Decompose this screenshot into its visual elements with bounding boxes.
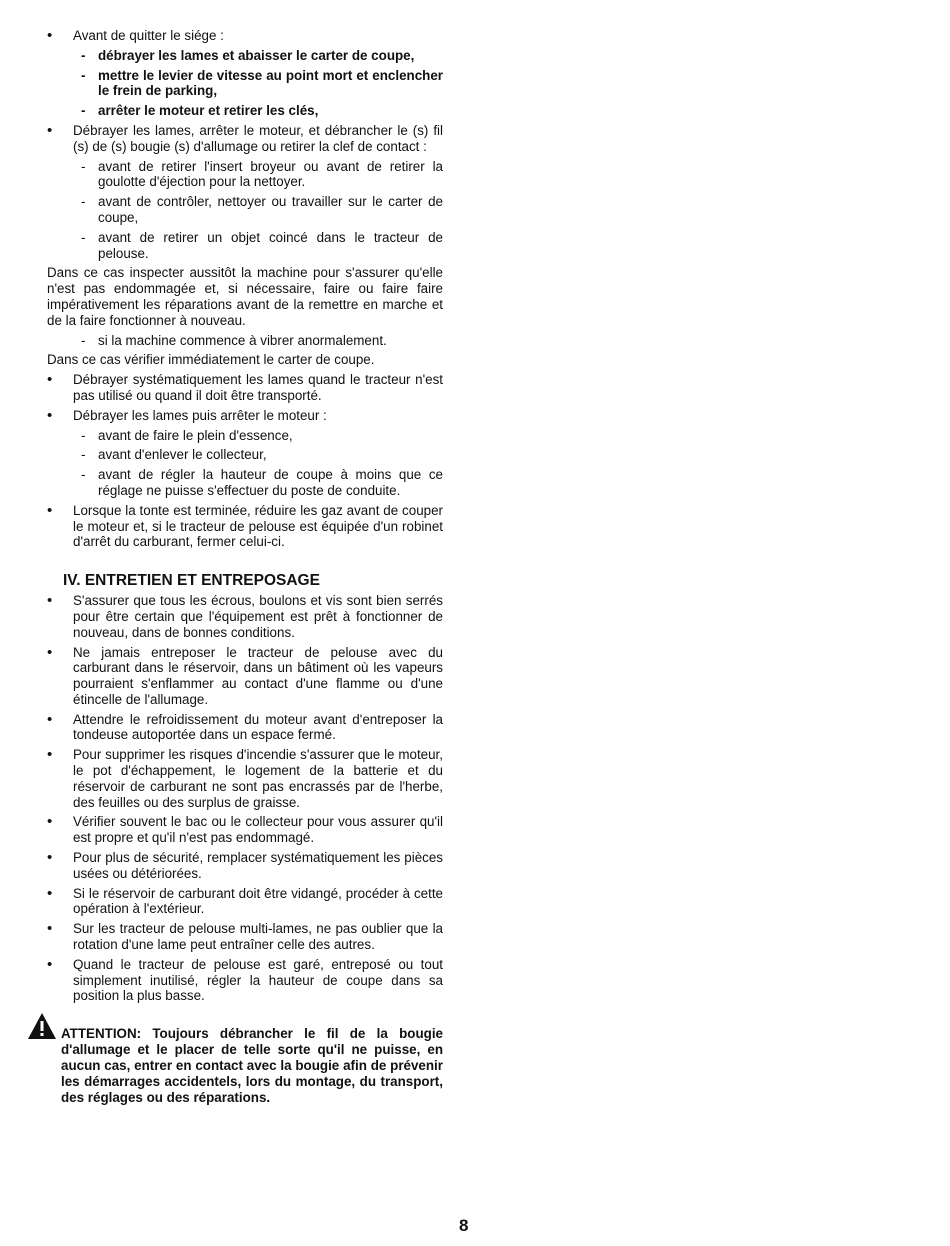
section-title: IV. ENTRETIEN ET ENTREPOSAGE xyxy=(63,572,320,590)
page-number: 8 xyxy=(459,1216,469,1235)
section-bullet: • Attendre le refroidissement du moteur avant d'entreposer la tondeuse autoportée dans un espace fermé. xyxy=(47,712,443,744)
dash-item: - si la machine commence à vibrer anormalement. xyxy=(81,332,387,348)
bullet-leave-seat: • Avant de quitter le siége : xyxy=(47,28,443,44)
section-bullet: • S'assurer que tous les écrous, boulons et vis sont bien serrés pour être certain que l'équipement est prêt à fonctionner de nouveau, dans de bonnes conditions. xyxy=(47,593,443,640)
section-bullet: • Quand le tracteur de pelouse est garé, entreposé ou tout simplement inutilisé, régler la hauteur de coupe dans sa position la plus basse. xyxy=(47,957,443,1004)
bullet-end-mowing: • Lorsque la tonte est terminée, réduire les gaz avant de couper le moteur et, si le tracteur de pelouse est équipée d'un robinet d'arrêt du carburant, fermer celui-ci. xyxy=(47,503,443,550)
section-bullet: • Si le réservoir de carburant doit être vidangé, procéder à cette opération à l'extérieur. xyxy=(47,886,443,918)
dash-item: - débrayer les lames et abaisser le carter de coupe, xyxy=(81,47,415,63)
dash-item: - avant de faire le plein d'essence, xyxy=(81,427,293,443)
bullet-disengage-blades: • Débrayer les lames, arrêter le moteur, et débrancher le (s) fil (s) de (s) bougie (s) d'allumage ou retirer la clef de contact : xyxy=(47,123,443,155)
section-bullet: • Vérifier souvent le bac ou le collecteur pour vous assurer qu'il est propre et qu'il n'est pas endommagé. xyxy=(47,814,443,846)
paragraph-check-deck: Dans ce cas vérifier immédiatement le carter de coupe. xyxy=(47,352,375,368)
text-column xyxy=(47,28,443,1106)
bullet-systematic: • Débrayer systématiquement les lames quand le tracteur n'est pas utilisé ou quand il doit être transporté. xyxy=(47,372,443,404)
section-bullet: • Pour supprimer les risques d'incendie s'assurer que le moteur, le pot d'échappement, le logement de la batterie et du réservoir de carburant ne sont pas encrassés par de l'herbe, des feuilles ou des surplus de graisse. xyxy=(47,747,443,810)
dash-item: - arrêter le moteur et retirer les clés, xyxy=(81,103,319,119)
section-bullet: • Sur les tracteur de pelouse multi-lames, ne pas oublier que la rotation d'une lame peut entraîner celle des autres. xyxy=(47,921,443,953)
dash-item: - avant de régler la hauteur de coupe à moins que ce réglage ne puisse s'effectuer du poste de conduite. xyxy=(81,467,443,498)
dash-item: - mettre le levier de vitesse au point mort et enclencher le frein de parking, xyxy=(81,67,443,99)
dash-item: - avant d'enlever le collecteur, xyxy=(81,447,267,463)
dash-item: - avant de retirer l'insert broyeur ou avant de retirer la goulotte d'éjection pour la nettoyer. xyxy=(81,158,443,190)
dash-item: - avant de retirer un objet coincé dans le tracteur de pelouse. xyxy=(81,229,443,261)
warning-triangle-icon xyxy=(27,1012,57,1040)
paragraph-inspect: Dans ce cas inspecter aussitôt la machine pour s'assurer qu'elle n'est pas endommagée et, si nécessaire, faire ou faire faire impérativement les réparations avant de la remettre en marche et de la faire fonctionner à nouveau. xyxy=(47,265,443,328)
bullet-stop-engine: • Débrayer les lames puis arrêter le moteur : xyxy=(47,408,443,424)
warning-text: ATTENTION: Toujours débrancher le fil de la bougie d'allumage et le placer de telle sorte qu'il ne puisse, en aucun cas, entrer en contact avec la bougie afin de prévenir les démarrages accidentels, lors du montage, du transport, des réglages ou des réparations. xyxy=(61,1026,443,1106)
dash-item: - avant de contrôler, nettoyer ou travailler sur le carter de coupe, xyxy=(81,194,443,225)
section-bullet: • Pour plus de sécurité, remplacer systématiquement les pièces usées ou détériorées. xyxy=(47,850,443,882)
warning-block xyxy=(47,1026,443,1106)
section-bullet: • Ne jamais entreposer le tracteur de pelouse avec du carburant dans le réservoir, dans un bâtiment où les vapeurs pourraient s'enflammer au contact d'une flamme ou d'une étincelle de l'allumage. xyxy=(47,645,443,708)
